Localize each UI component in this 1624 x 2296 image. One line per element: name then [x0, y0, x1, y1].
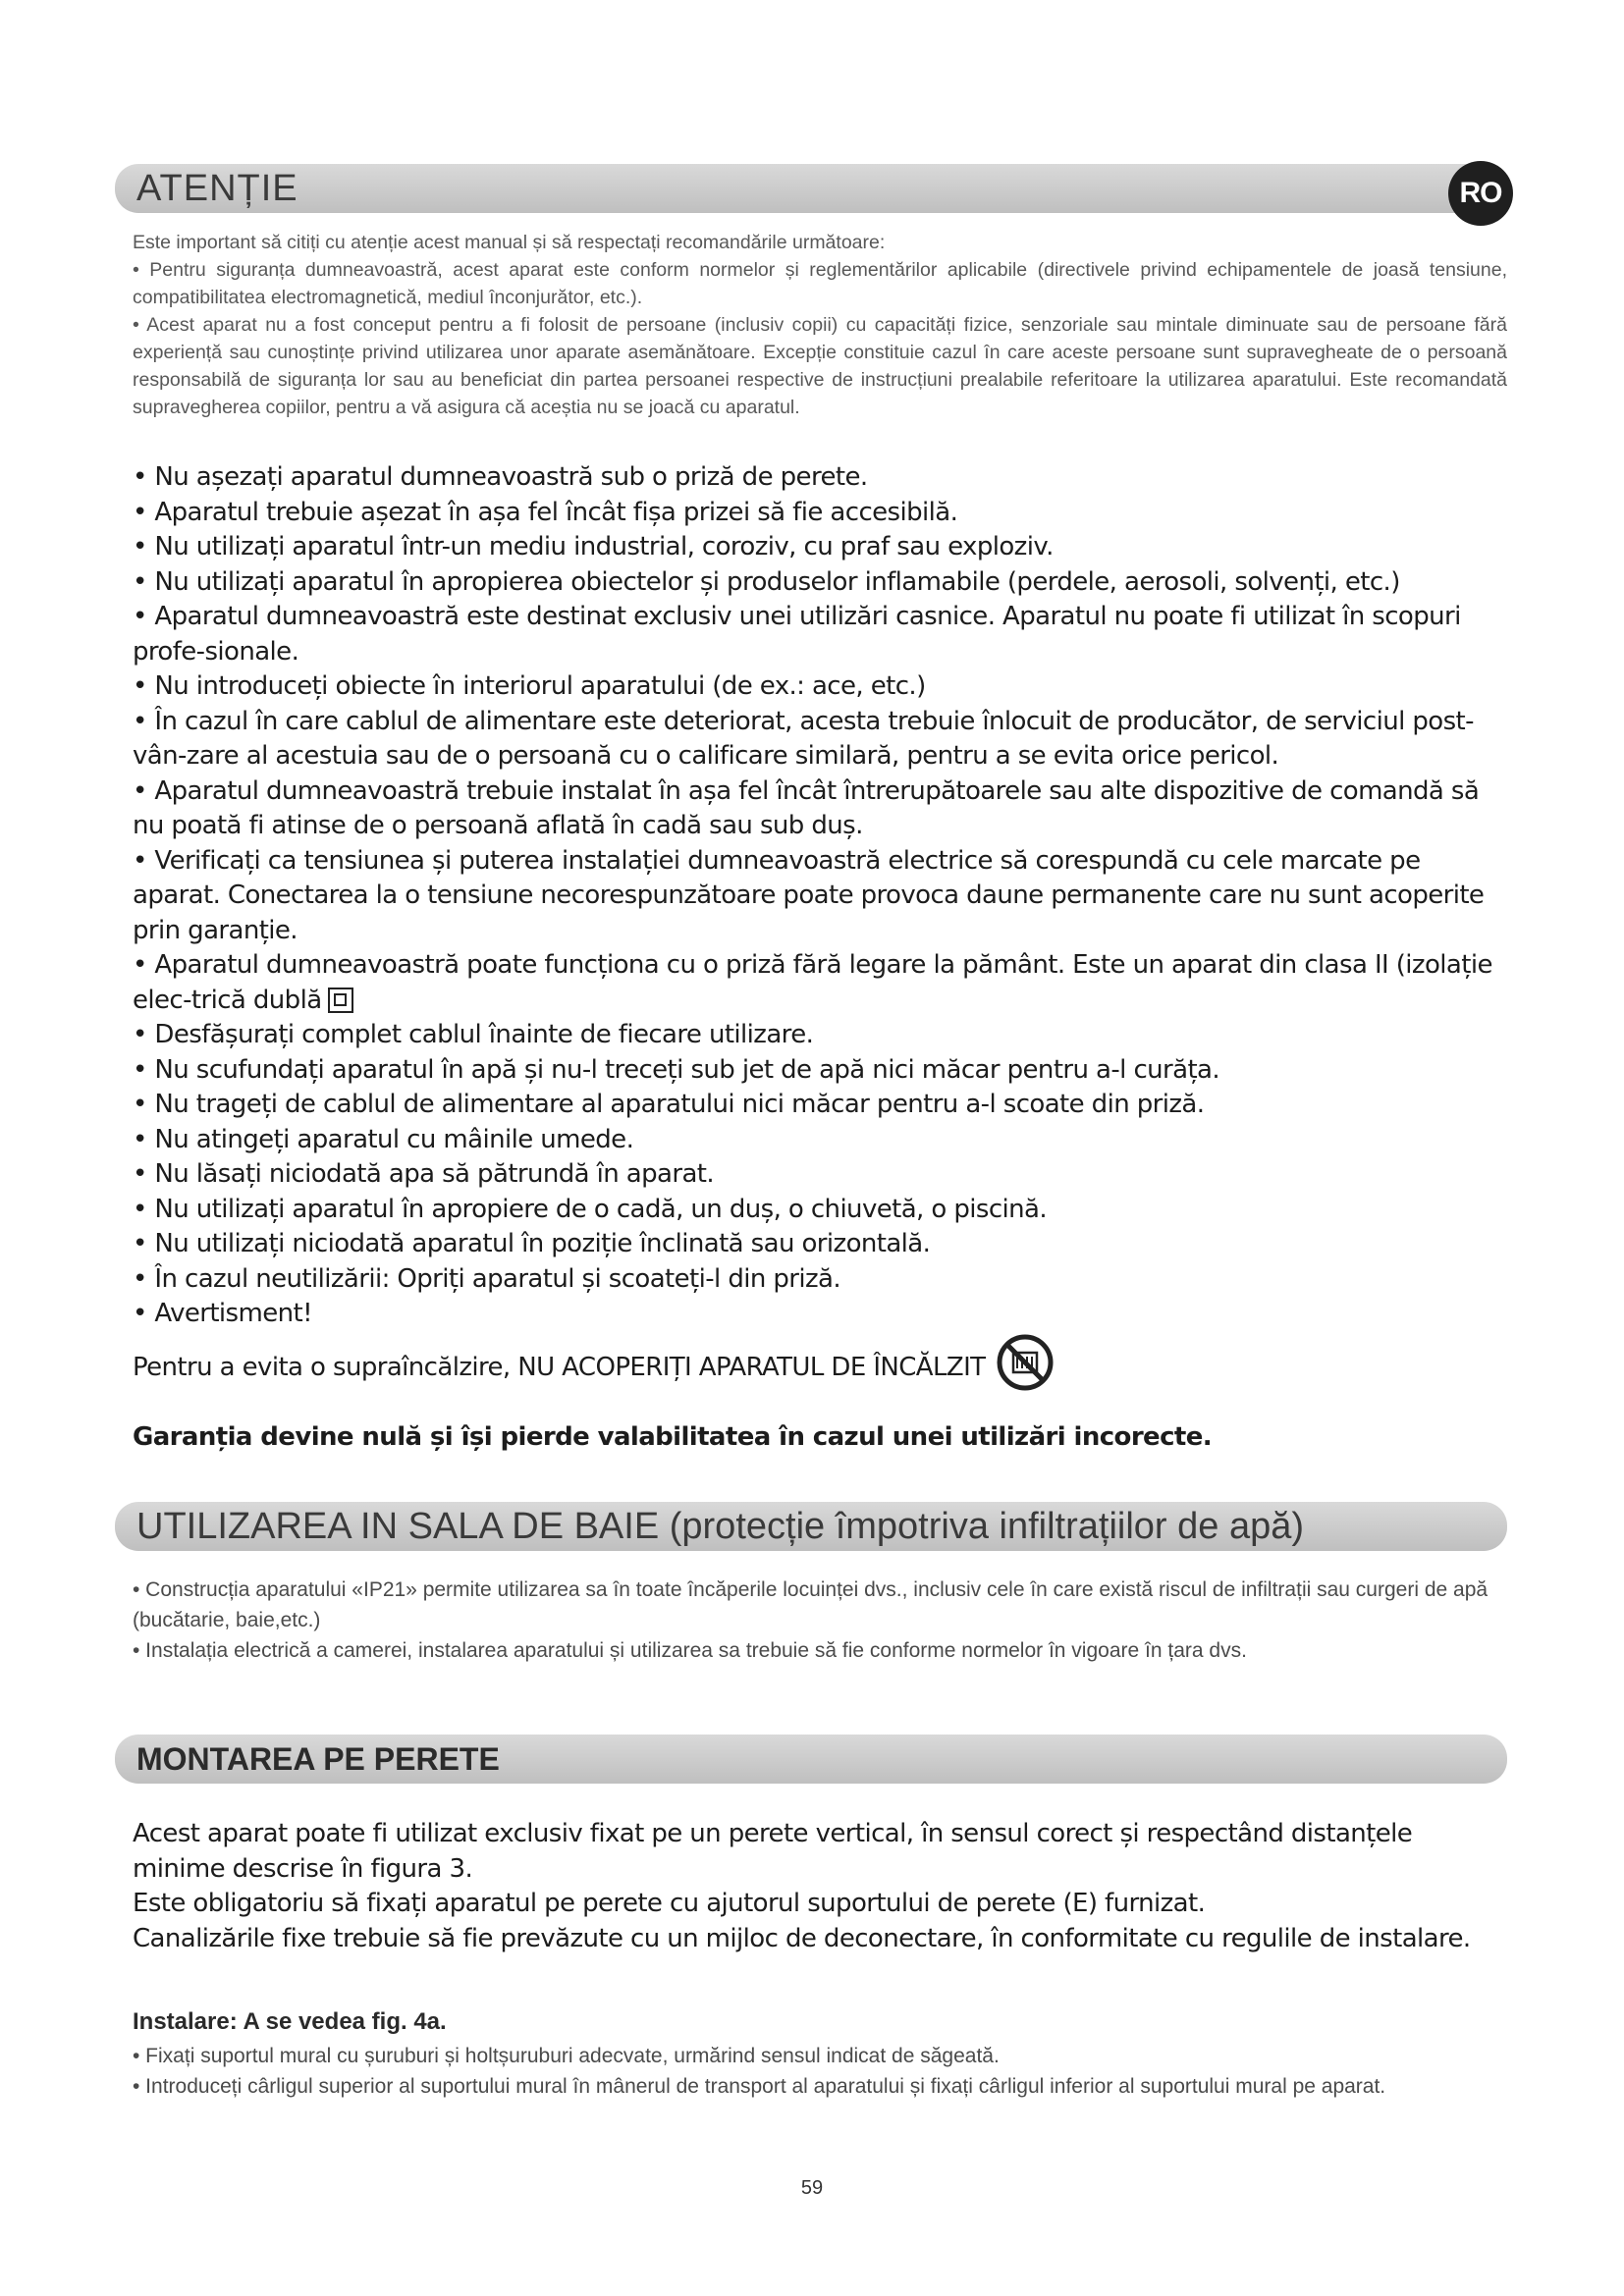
intro-line: • Pentru siguranța dumneavoastră, acest aparat este conform normelor și reglementărilor aplicabile (directivele privind echipamentele de joasă tensiune, compatibilitatea electromagnetică, mediul înconjurător, etc.). [133, 259, 1507, 308]
bullet: • Aparatul trebuie așezat în așa fel încât fișa prizei să fie accesibilă. [133, 497, 958, 527]
bullet: • Verificați ca tensiunea și puterea instalației dumneavoastră electrice să corespundă cu cele marcate pe aparat. Conectarea la o tensiune necorespunzătoare poate provoca daune permanente care nu sunt acoperite prin garanție. [133, 845, 1485, 945]
montare-line: Canalizările fixe trebuie să fie prevăzute cu un mijloc de deconectare, în conformitate cu regulile de instalare. [133, 1923, 1471, 1953]
safety-bullets [133, 460, 1507, 1456]
bullet: • În cazul în care cablul de alimentare este deteriorat, acesta trebuie înlocuit de producător, de serviciul post-vân-zare al acestuia sau de o persoană cu o calificare similară, pentru a se evita orice pericol. [133, 706, 1474, 771]
section-header-montare [115, 1735, 1507, 1784]
montare-line: Este obligatoriu să fixați aparatul pe perete cu ajutorul suportului de perete (E) furnizat. [133, 1889, 1206, 1918]
language-badge: RO [1448, 161, 1513, 226]
bullet: • Nu scufundați aparatul în apă și nu-l treceți sub jet de apă nici măcar pentru a-l curăța. [133, 1054, 1220, 1085]
bullet: • În cazul neutilizării: Opriți aparatul și scoateți-l din priză. [133, 1263, 841, 1294]
double-insulation-icon [328, 988, 353, 1013]
section-header-atentie [115, 164, 1507, 213]
bullet: • Avertisment! [133, 1299, 312, 1328]
intro-text [133, 229, 1507, 421]
install-heading: Instalare: A se vedea fig. 4a. [133, 2008, 447, 2035]
bullet: • Nu utilizați aparatul în apropiere de o cadă, un duș, o chiuvetă, o piscină. [133, 1194, 1048, 1224]
baie-line: • Instalația electrică a camerei, instalarea aparatului și utilizarea sa trebuie să fie conforme normelor în vigoare în țara dvs. [133, 1639, 1247, 1662]
bullet: • Nu utilizați niciodată aparatul în poziție înclinată sau orizontală. [133, 1229, 931, 1258]
baie-text [133, 1575, 1517, 1666]
bullet: • Nu așezați aparatul dumneavoastră sub o priză de perete. [133, 462, 868, 492]
bullet: • Nu atingeți aparatul cu mâinile umede. [133, 1124, 634, 1154]
no-cover-line [133, 1332, 1507, 1404]
intro-line: Este important să citiți cu atenție acest manual și să respectați recomandările următoare: [133, 232, 886, 253]
warranty-warning: Garanția devine nulă și își pierde valabilitatea în cazul unei utilizări incorecte. [133, 1422, 1213, 1452]
install-line: • Introduceți cârligul superior al suportului mural în mânerul de transport al aparatului și fixați cârligul inferior al suportului mural pe aparat. [133, 2075, 1386, 2098]
no-cover-text: Pentru a evita o supraîncălzire, NU ACOPERIȚI APARATUL DE ÎNCĂLZIT [133, 1352, 986, 1382]
bullet: • Aparatul dumneavoastră trebuie instalat în așa fel încât întrerupătoarele sau alte dispozitive de comandă să nu poată fi atinse de o persoană aflată în cadă sau sub duș. [133, 775, 1480, 840]
bullet: • Aparatul dumneavoastră este destinat exclusiv unei utilizări casnice. Aparatul nu poate fi utilizat în scopuri profe-sionale. [133, 602, 1461, 667]
bullet: • Nu utilizați aparatul într-un mediu industrial, coroziv, cu praf sau exploziv. [133, 532, 1054, 561]
intro-line: • Acest aparat nu a fost conceput pentru a fi folosit de persoane (inclusiv copii) cu capacități fizice, senzoriale sau mintale diminuate sau de persoane fără experiență sau cunoștințe privind utilizarea unor aparate asemănătoare. Excepție constituie cazul în care aceste persoane sunt supravegheate de o persoană responsabilă de siguranța lor sau au beneficiat din partea persoanei respective de instrucțiuni prealabile referitoare la utilizarea aparatului. Este recomandată supravegherea copiilor, pentru a vă asigura că aceștia nu se joacă cu aparatul. [133, 314, 1507, 418]
montare-text [133, 1817, 1507, 1956]
bullet: • Nu utilizați aparatul în apropierea obiectelor și produselor inflamabile (perdele, aerosoli, solvenți, etc.) [133, 566, 1400, 597]
page-number: 59 [800, 2177, 824, 2199]
section-title: MONTAREA PE PERETE [136, 1740, 500, 1777]
section-title: ATENȚIE [136, 167, 298, 209]
do-not-cover-icon [995, 1332, 1056, 1404]
install-block [133, 2006, 1517, 2102]
section-title: UTILIZAREA IN SALA DE BAIE (protecție împotriva infiltrațiilor de apă) [136, 1505, 1305, 1547]
baie-line: • Construcția aparatului «IP21» permite utilizarea sa în toate încăperile locuinței dvs., inclusiv cele în care există riscul de infiltrații sau curgeri de apă (bucătarie, baie,etc.) [133, 1578, 1489, 1631]
montare-line: Acest aparat poate fi utilizat exclusiv fixat pe un perete vertical, în sensul corect și respectând distanțele minime descrise în figura 3. [133, 1819, 1413, 1884]
install-line: • Fixați suportul mural cu șuruburi și holtșuruburi adecvate, urmărind sensul indicat de săgeată. [133, 2045, 1000, 2067]
bullet-class2 [133, 948, 1507, 1018]
bullet: • Nu introduceți obiecte în interiorul aparatului (de ex.: ace, etc.) [133, 671, 926, 701]
section-header-baie [115, 1502, 1507, 1551]
bullet: • Nu lăsați niciodată apa să pătrundă în aparat. [133, 1159, 715, 1189]
class2-text: • Aparatul dumneavoastră poate funcționa cu o priză fără legare la pământ. Este un aparat din clasa II (izolație elec-trică dublă [133, 950, 1492, 1015]
bullet: • Nu trageți de cablul de alimentare al aparatului nici măcar pentru a-l scoate din priză. [133, 1090, 1205, 1119]
bullet: • Desfășurați complet cablul înainte de fiecare utilizare. [133, 1020, 814, 1049]
